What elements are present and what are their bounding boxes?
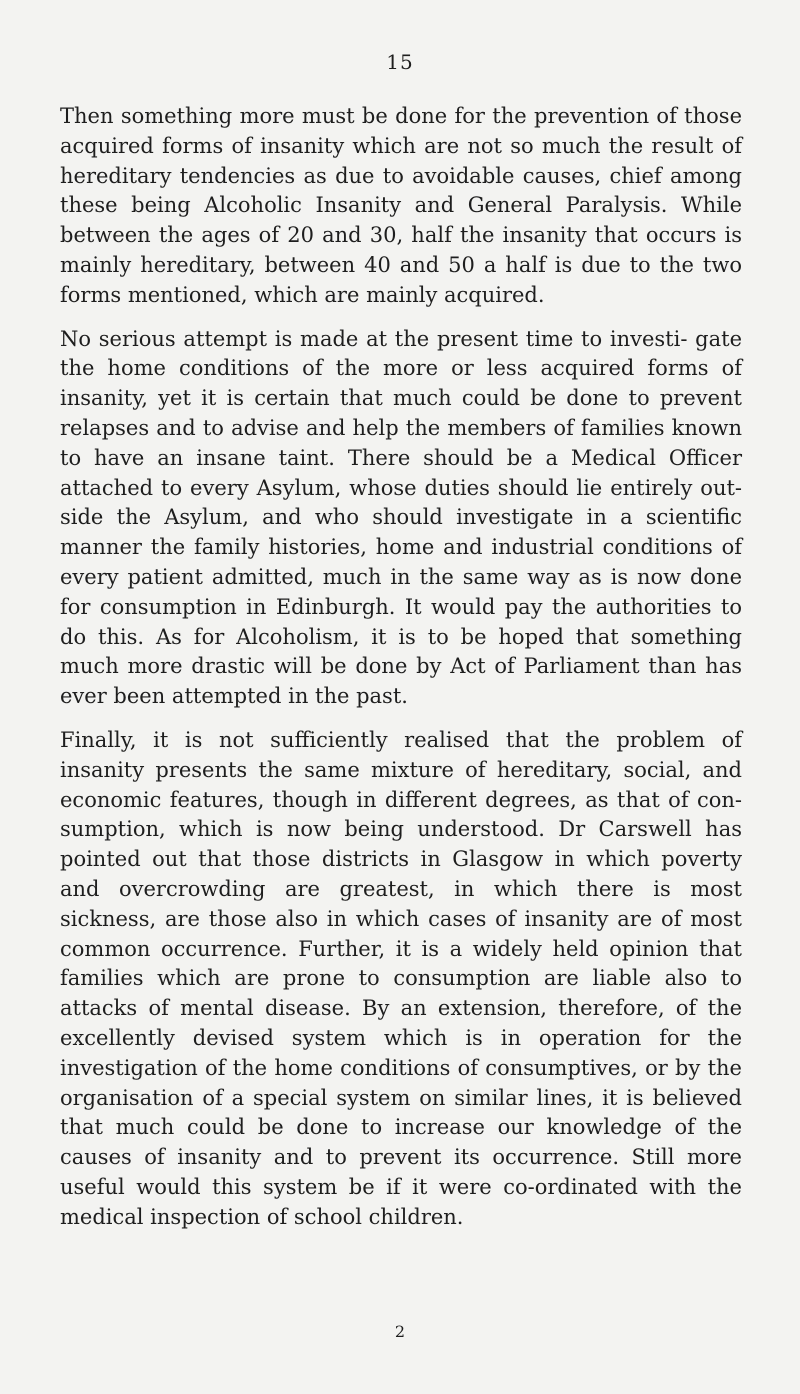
paragraph-home-conditions: No serious attempt is made at the present time to investi- gate the home conditions of the more or less acquired forms of insanity, yet it is certain that much could be done to prevent relapses and to advise and help the members of families known to have an insane taint. There should be a Medical Officer attached to every Asylum, whose duties should lie entirely out- side the Asylum, and who should investigate in a scientific manner the family histories, home and industrial conditions of every patient admitted, much in the same way as is now done for consumption in Edinburgh. It would pay the authorities to do this. As for Alcoholism, it is to be hoped that something much more drastic will be done by Act of Parliament than has ever been attempted in the past.	[60, 326, 742, 709]
page-number: 15	[386, 50, 414, 74]
paragraph-finally: Finally, it is not sufficiently realised that the problem of insanity presents the same mixture of hereditary, social, and economic features, though in different degrees, as that of con- sumption, which is now being understood. Dr Carswell has pointed out that those districts in Glasgow in which poverty and overcrowding are greatest, in which there is most sickness, are those also in which cases of insanity are of most common occurrence. Further, it is a widely held opinion that families which are prone to consumption are liable also to attacks of mental disease. By an extension, therefore, of the excellently devised system which is in operation for the investigation of the home conditions of consumptives, or by the organisation of a special system on similar lines, it is believed that much could be done to increase our knowledge of the causes of insanity and to prevent its occurrence. Still more useful would this system be if it were co-ordinated with the medical inspection of school children.	[60, 727, 742, 1229]
signature-mark: 2	[394, 1322, 406, 1341]
body-text	[60, 102, 742, 1246]
paragraph-prevention: Then something more must be done for the prevention of those acquired forms of insanity which are not so much the result of hereditary tendencies as due to avoidable causes, chief among these being Alcoholic Insanity and General Paralysis. While between the ages of 20 and 30, half the insanity that occurs is mainly hereditary, between 40 and 50 a half is due to the two forms mentioned, which are mainly acquired.	[60, 104, 742, 307]
